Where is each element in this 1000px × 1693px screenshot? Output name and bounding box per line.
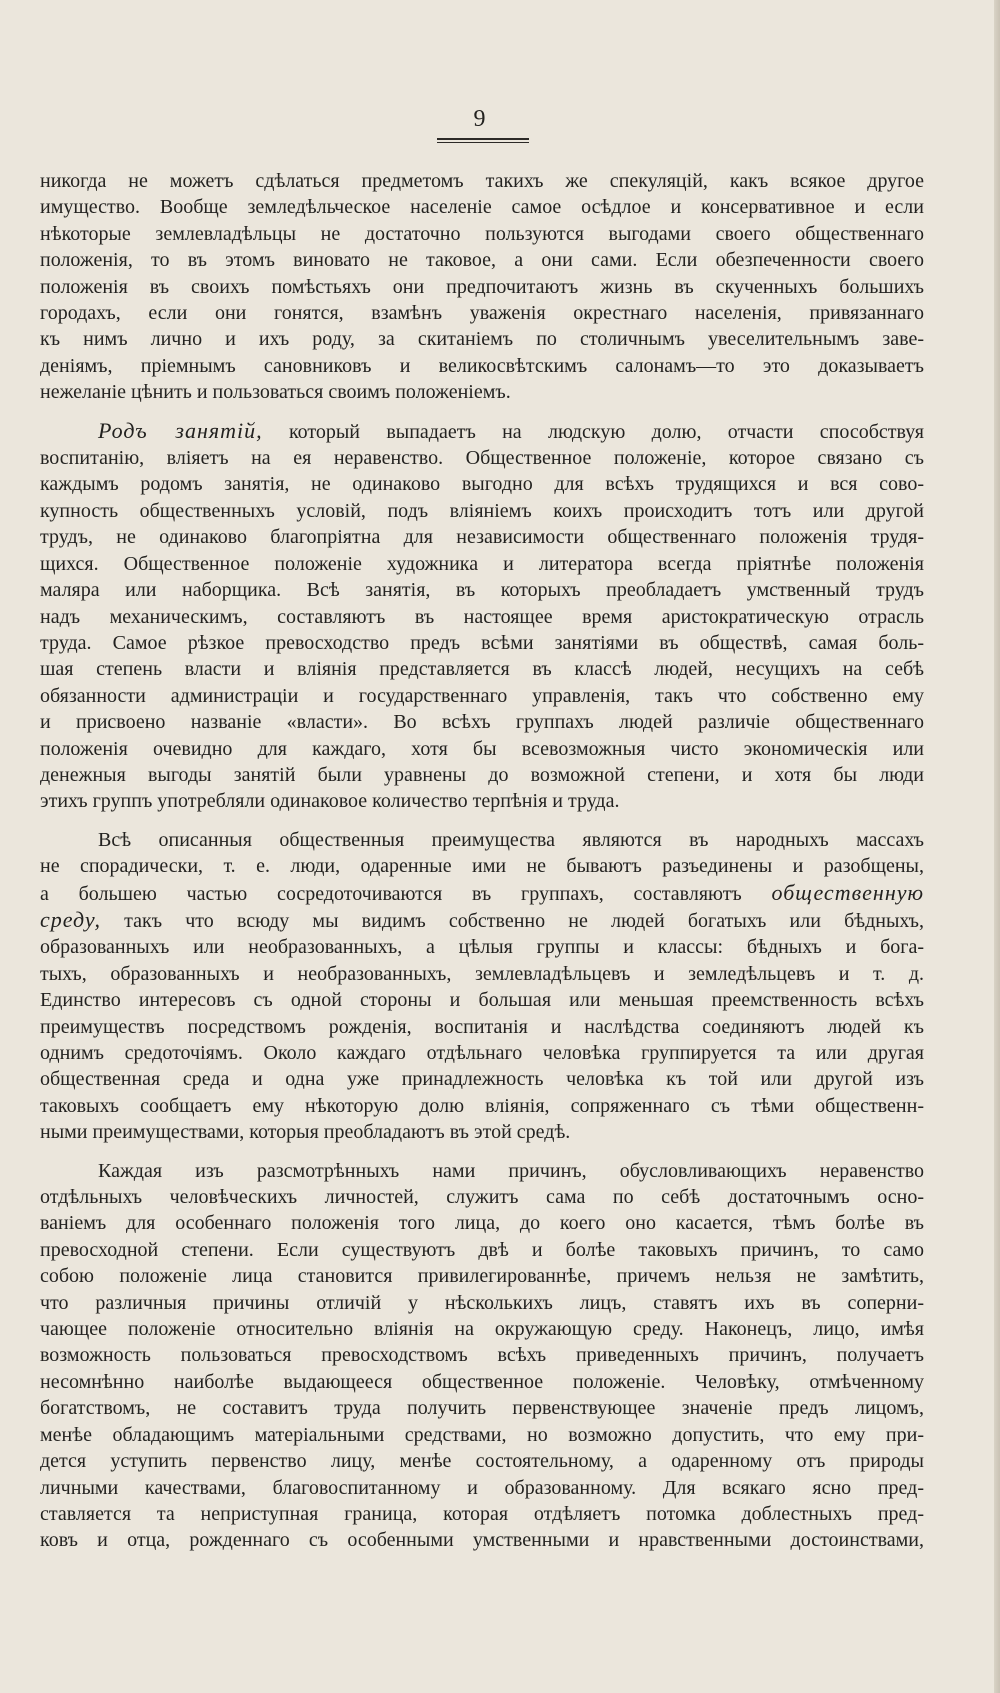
body-text: [40, 168, 924, 1554]
text-line: этихъ группъ употребляли одинаковое количество терпѣнія и труда.: [40, 790, 620, 813]
text-line: городахъ, если они гонятся, взамѣнъ уваженія окрестнаго населенія, привязаннаго: [40, 302, 924, 325]
text-line: Всѣ описанныя общественныя преимущества являются въ народныхъ массахъ: [98, 828, 924, 851]
text-line: ными преимуществами, которыя преобладаютъ въ этой средѣ.: [40, 1121, 571, 1144]
text-line: имущество. Вообще земледѣльческое населеніе самое осѣдлое и консервативное и если: [40, 196, 924, 219]
text-line: менѣе обладающимъ матеріальными средствами, но возможно допустить, что ему при-: [40, 1423, 924, 1446]
text-line: таковыхъ сообщаетъ ему нѣкоторую долю вліянія, сопряженнаго съ тѣми общественн-: [40, 1094, 924, 1117]
text-line: нѣкоторые землевладѣльцы не достаточно пользуются выгодами своего общественнаго: [40, 222, 924, 245]
text-line: трудъ, не одинаково благопріятна для независимости общественнаго положенія трудя-: [40, 526, 924, 549]
text-line: и присвоено названіе «власти». Во всѣхъ группахъ людей различіе общественнаго: [40, 711, 924, 734]
text-line: Единство интересовъ съ одной стороны и большая или меньшая преемственность всѣхъ: [40, 989, 924, 1012]
text-line: не спорадически, т. е. люди, одаренные ими не бываютъ разъединены и разобщены,: [40, 855, 924, 878]
text-line: щихся. Общественное положеніе художника и литератора всегда пріятнѣе положенія: [40, 552, 924, 575]
text-line: [40, 907, 924, 934]
text-line: надъ механическимъ, составляютъ въ настоящее время аристократическую отрасль: [40, 605, 924, 628]
text-line: шая степень власти и вліянія представляется въ классѣ людей, несущихъ на себѣ: [40, 658, 924, 681]
text-fragment: который выпадаетъ на людскую долю, отчасти способствуя: [288, 420, 924, 443]
text-line: каждымъ родомъ занятія, не одинаково выгодно для всѣхъ трудящихся и вся сово-: [40, 473, 924, 496]
text-line: дется уступить первенство лицу, менѣе состоятельному, а одаренному отъ природы: [40, 1450, 924, 1473]
text-line: собою положеніе лица становится привилегированнѣе, причемъ нельзя не замѣтить,: [40, 1265, 924, 1288]
text-line: общественная среда и одна уже принадлежность человѣка къ той или другой изъ: [40, 1068, 924, 1091]
text-line: что различныя причины отличій у нѣсколькихъ лицъ, ставятъ ихъ въ соперни-: [40, 1291, 924, 1314]
text-line: превосходной степени. Если существуютъ двѣ и болѣе таковыхъ причинъ, то само: [40, 1238, 924, 1261]
text-line: несомнѣнно наиболѣе выдающееся общественное положеніе. Человѣку, отмѣченному: [40, 1370, 924, 1393]
page-edge: [994, 0, 1000, 1693]
text-line: маляра или наборщика. Всѣ занятія, въ которыхъ преобладаетъ умственный трудъ: [40, 579, 924, 602]
text-line: положенія въ своихъ помѣстьяхъ они предпочитаютъ жизнь въ скученныхъ большихъ: [40, 275, 924, 298]
text-line: положенія очевидно для каждаго, хотя бы всевозможныя чисто экономическія или: [40, 737, 924, 760]
paragraph-2: [40, 418, 924, 815]
text-line: денежныя выгоды занятій были уравнены до возможной степени, и хотя бы люди: [40, 763, 924, 786]
text-line: отдѣльныхъ человѣческихъ личностей, служитъ сама по себѣ достаточнымъ осно-: [40, 1186, 924, 1209]
text-line: ковъ и отца, рожденнаго съ особенными умственными и нравственными достоинствами,: [40, 1529, 924, 1552]
text-line: воспитанію, вліяетъ на ея неравенство. Общественное положеніе, которое связано съ: [40, 447, 924, 470]
italic-term: общественную: [771, 879, 924, 905]
text-line: тыхъ, образованныхъ и необразованныхъ, землевладѣльцевъ и земледѣльцевъ и т. д.: [40, 962, 924, 985]
text-line: труда. Самое рѣзкое превосходство предъ всѣми занятіями въ обществѣ, самая боль-: [40, 631, 924, 654]
text-line: обязанности администраціи и государственнаго управленія, такъ что собственно ему: [40, 684, 924, 707]
paragraph-1: [40, 168, 924, 406]
text-line: богатствомъ, не составитъ труда получить первенствующее значеніе предъ лицомъ,: [40, 1397, 924, 1420]
text-line: однимъ средоточіямъ. Около каждаго отдѣльнаго человѣка группируется та или другая: [40, 1042, 924, 1064]
page-number-rule: [437, 138, 529, 143]
text-line: чающее положеніе относительно вліянія на окружающую среду. Наконецъ, лицо, имѣя: [40, 1318, 924, 1341]
text-line: ставляется та неприступная граница, которая отдѣляетъ потомка доблестныхъ пред-: [40, 1502, 924, 1525]
text-line: деніямъ, пріемнымъ сановниковъ и великосвѣтскимъ салонамъ—то это доказываетъ: [40, 354, 924, 377]
italic-heading: Родъ занятій,: [98, 417, 263, 443]
italic-term: среду,: [40, 906, 101, 932]
paragraph-4: [40, 1158, 924, 1554]
text-line: Каждая изъ разсмотрѣнныхъ нами причинъ, обусловливающихъ неравенство: [98, 1159, 924, 1182]
text-line: [40, 418, 924, 445]
text-line: купность общественныхъ условій, подъ вліяніемъ коихъ происходитъ тотъ или другой: [40, 499, 924, 522]
page-number: 9: [473, 106, 487, 132]
text-line: положенія, то въ этомъ виновато не таковое, а они сами. Если обезпеченности своего: [40, 249, 924, 272]
text-line: никогда не можетъ сдѣлаться предметомъ такихъ же спекуляцій, какъ всякое другое: [40, 170, 924, 192]
text-line: нежеланіе цѣнить и пользоваться своимъ положеніемъ.: [40, 381, 511, 404]
text-line: преимуществъ посредствомъ рожденія, воспитанія и наслѣдства соединяютъ людей къ: [40, 1015, 924, 1038]
text-line: личными качествами, благовоспитанному и образованному. Для всякаго ясно пред-: [40, 1476, 924, 1499]
text-line: къ нимъ лично и ихъ роду, за скитаніемъ по столичнымъ увеселительнымъ заве-: [40, 328, 924, 351]
paragraph-3: [40, 827, 924, 1146]
text-fragment: а большею частью сосредоточиваются въ группахъ, составляютъ: [40, 882, 742, 905]
text-fragment: такъ что всюду мы видимъ собственно не людей богатыхъ или бѣдныхъ,: [124, 909, 924, 932]
text-line: ваніемъ для особеннаго положенія того лица, до коего оно касается, тѣмъ болѣе въ: [40, 1212, 924, 1235]
text-line: [40, 880, 924, 907]
text-line: образованныхъ или необразованныхъ, а цѣлыя группы и классы: бѣдныхъ и бога-: [40, 936, 924, 959]
text-line: возможность пользоваться превосходствомъ всѣхъ приведенныхъ причинъ, получаетъ: [40, 1344, 924, 1367]
